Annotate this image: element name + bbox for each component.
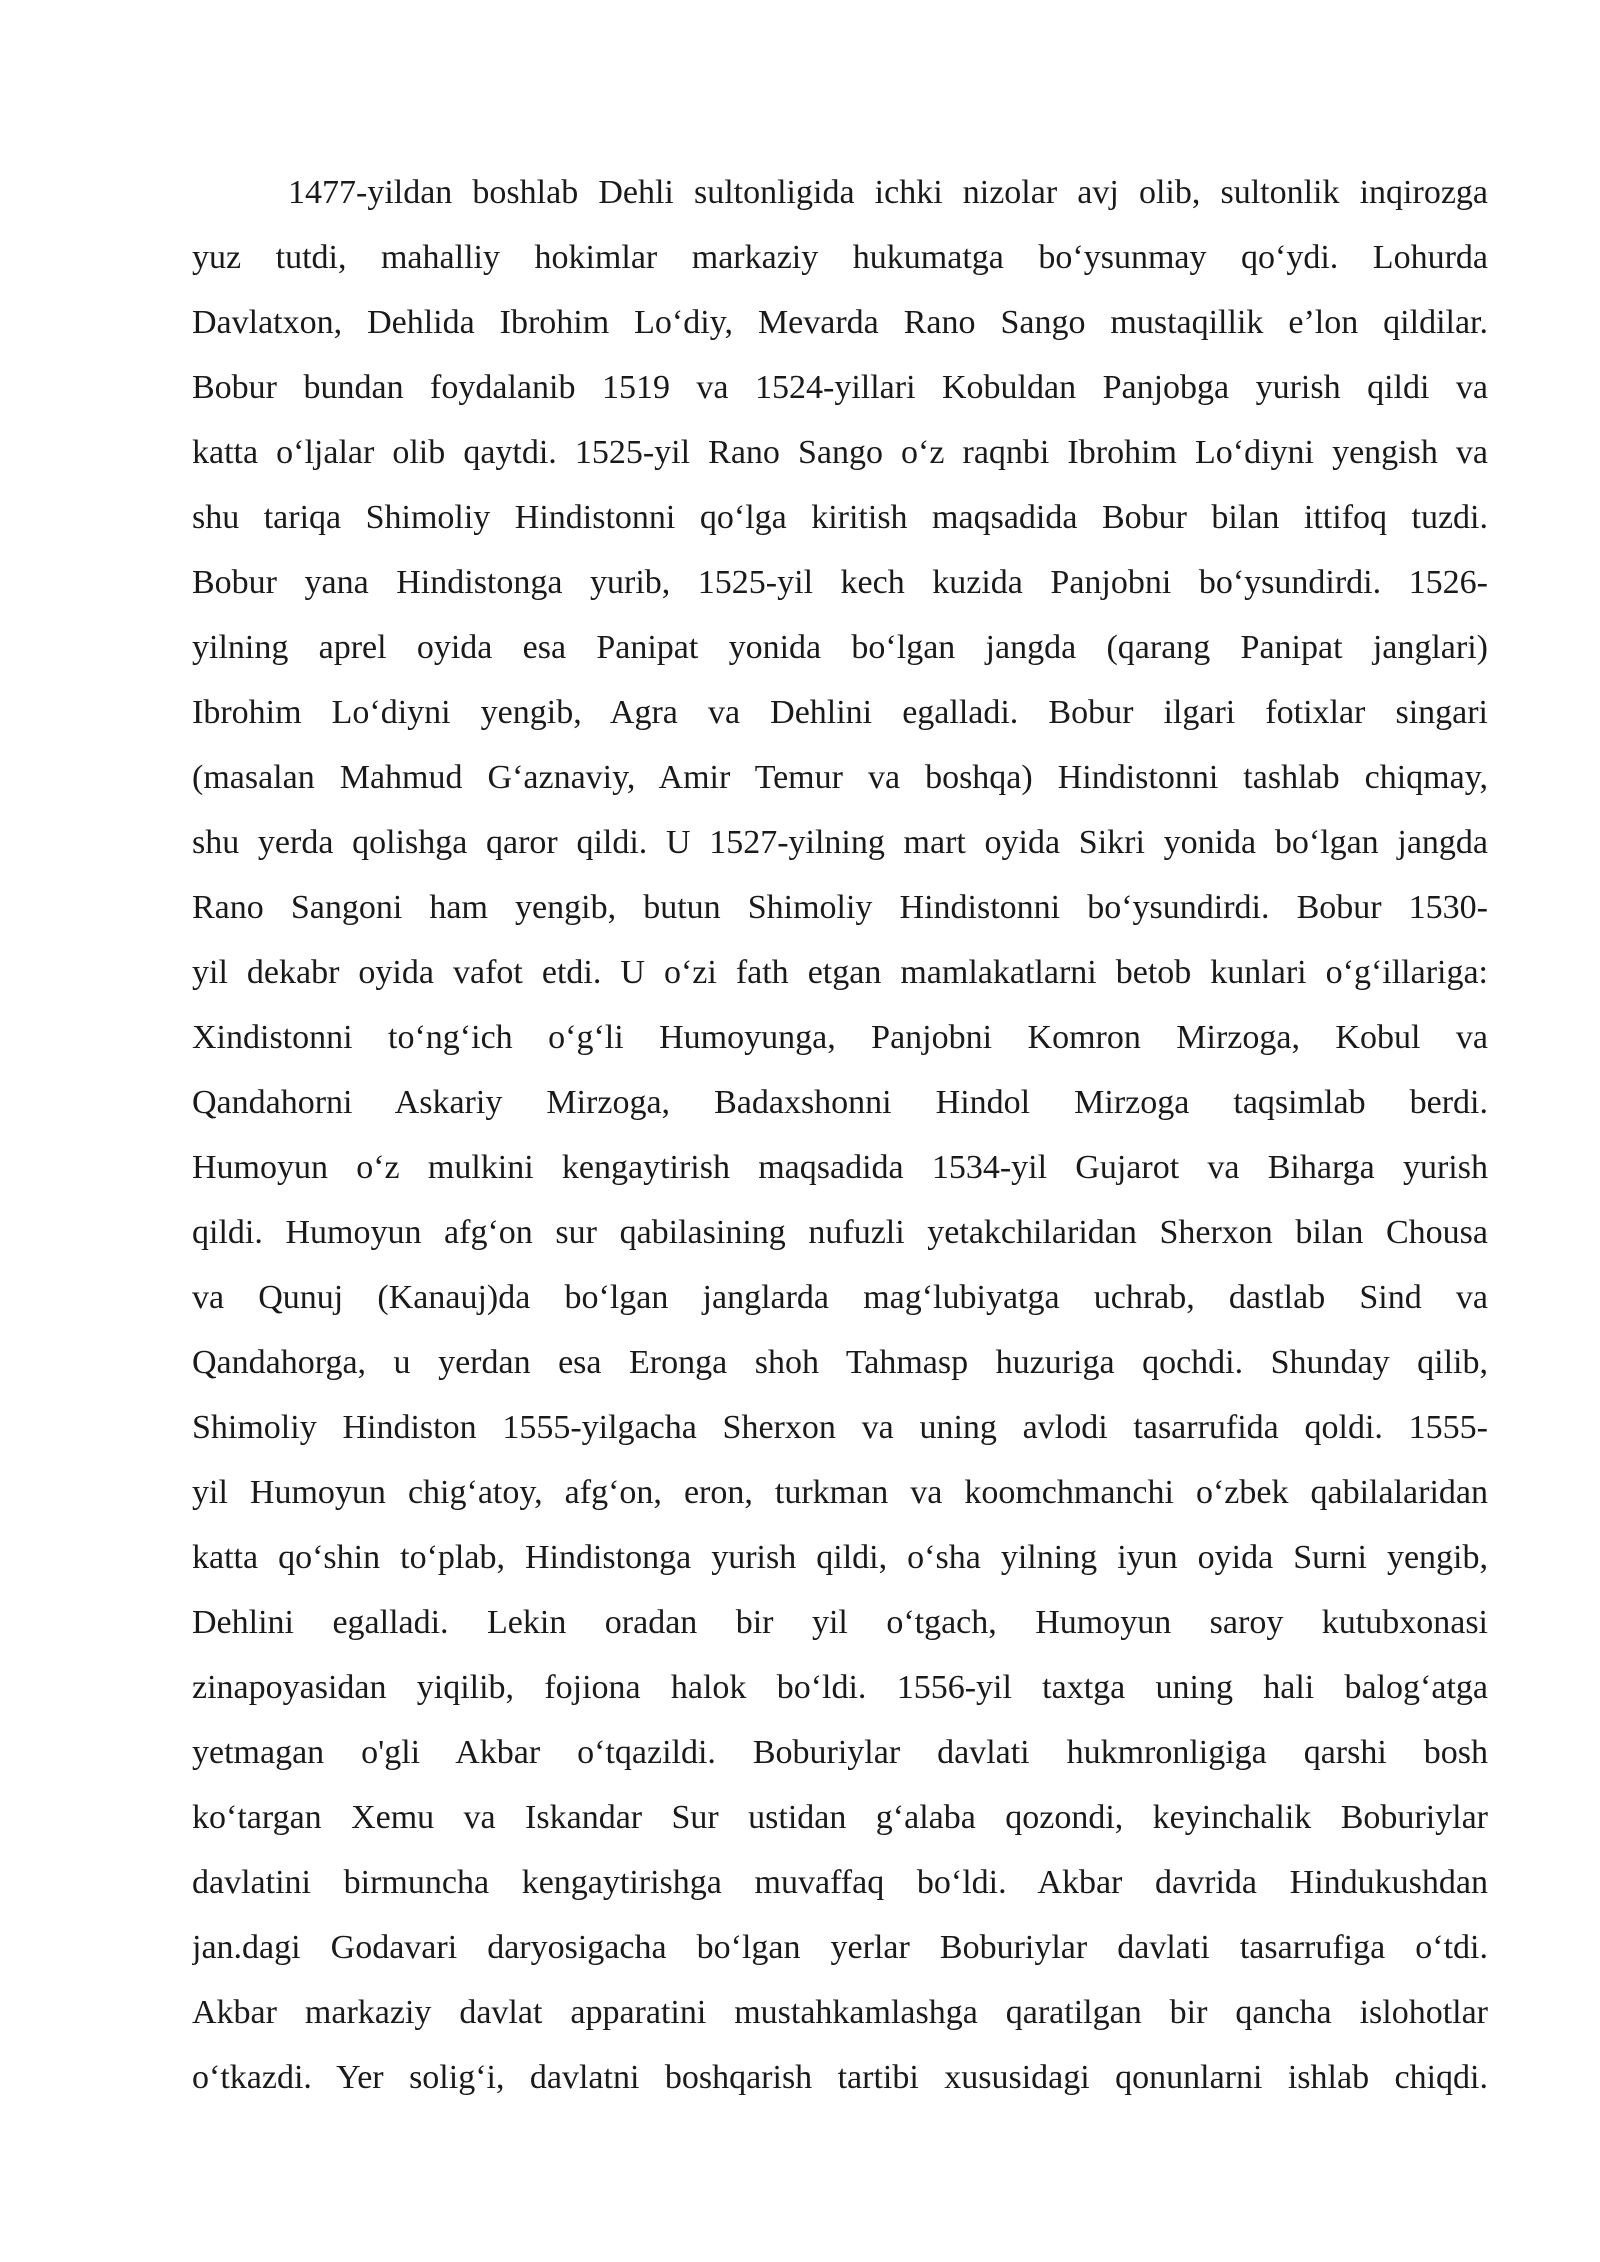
text-line: yil Humoyun chig‘atoy, afg‘on, eron, turkman va koomchmanchi o‘zbek qabilalaridan	[192, 1474, 1488, 1511]
text-line: katta qo‘shin to‘plab, Hindistonga yurish qildi, o‘sha yilning iyun oyida Surni yengib,	[192, 1539, 1488, 1576]
text-line: o‘tkazdi. Yer solig‘i, davlatni boshqarish tartibi xususidagi qonunlarni ishlab chiqdi.	[192, 2059, 1488, 2096]
text-line: Rano Sangoni ham yengib, butun Shimoliy Hindistonni bo‘ysundirdi. Bobur 1530-	[192, 889, 1488, 926]
text-line: Bobur yana Hindistonga yurib, 1525-yil kech kuzida Panjobni bo‘ysundirdi. 1526-	[192, 564, 1488, 601]
text-line: Akbar markaziy davlat apparatini mustahkamlashga qaratilgan bir qancha islohotlar	[192, 1994, 1488, 2031]
text-line: yetmagan o'gli Akbar o‘tqazildi. Boburiylar davlati hukmronligiga qarshi bosh	[192, 1734, 1488, 1771]
text-line: Davlatxon, Dehlida Ibrohim Lo‘diy, Mevarda Rano Sango mustaqillik e’lon qildilar.	[192, 304, 1488, 341]
text-line: qildi. Humoyun afg‘on sur qabilasining nufuzli yetakchilaridan Sherxon bilan Chousa	[192, 1214, 1488, 1251]
text-line: davlatini birmuncha kengaytirishga muvaffaq bo‘ldi. Akbar davrida Hindukushdan	[192, 1864, 1488, 1901]
text-line: 1477-yildan boshlab Dehli sultonligida ichki nizolar avj olib, sultonlik inqirozga	[288, 174, 1488, 211]
text-line: Qandahorga, u yerdan esa Eronga shoh Tahmasp huzuriga qochdi. Shunday qilib,	[192, 1344, 1488, 1381]
text-line: Bobur bundan foydalanib 1519 va 1524-yillari Kobuldan Panjobga yurish qildi va	[192, 369, 1488, 406]
text-line: shu yerda qolishga qaror qildi. U 1527-yilning mart oyida Sikri yonida bo‘lgan jangda	[192, 824, 1488, 861]
text-line: (masalan Mahmud G‘aznaviy, Amir Temur va boshqa) Hindistonni tashlab chiqmay,	[192, 759, 1488, 796]
text-line: va Qunuj (Kanauj)da bo‘lgan janglarda mag‘lubiyatga uchrab, dastlab Sind va	[192, 1279, 1488, 1316]
text-line: yilning aprel oyida esa Panipat yonida bo‘lgan jangda (qarang Panipat janglari)	[192, 629, 1488, 666]
text-line: Ibrohim Lo‘diyni yengib, Agra va Dehlini egalladi. Bobur ilgari fotixlar singari	[192, 694, 1488, 731]
text-line: yil dekabr oyida vafot etdi. U o‘zi fath etgan mamlakatlarni betob kunlari o‘g‘illariga:	[192, 954, 1488, 991]
text-line: ko‘targan Xemu va Iskandar Sur ustidan g‘alaba qozondi, keyinchalik Boburiylar	[192, 1799, 1488, 1836]
text-line: jan.dagi Godavari daryosigacha bo‘lgan yerlar Boburiylar davlati tasarrufiga o‘tdi.	[192, 1929, 1488, 1966]
text-line: Qandahorni Askariy Mirzoga, Badaxshonni Hindol Mirzoga taqsimlab berdi.	[192, 1084, 1488, 1121]
text-line: Dehlini egalladi. Lekin oradan bir yil o‘tgach, Humoyun saroy kutubxonasi	[192, 1604, 1488, 1641]
text-line: Shimoliy Hindiston 1555-yilgacha Sherxon va uning avlodi tasarrufida qoldi. 1555-	[192, 1409, 1488, 1446]
body-paragraph	[192, 160, 1488, 2110]
text-line: yuz tutdi, mahalliy hokimlar markaziy hukumatga bo‘ysunmay qo‘ydi. Lohurda	[192, 239, 1488, 276]
text-line: shu tariqa Shimoliy Hindistonni qo‘lga kiritish maqsadida Bobur bilan ittifoq tuzdi.	[192, 499, 1488, 536]
text-line: Humoyun o‘z mulkini kengaytirish maqsadida 1534-yil Gujarot va Biharga yurish	[192, 1149, 1488, 1186]
text-line: Xindistonni to‘ng‘ich o‘g‘li Humoyunga, Panjobni Komron Mirzoga, Kobul va	[192, 1019, 1488, 1056]
text-line: zinapoyasidan yiqilib, fojiona halok bo‘ldi. 1556-yil taxtga uning hali balog‘atga	[192, 1669, 1488, 1706]
text-line: katta o‘ljalar olib qaytdi. 1525-yil Rano Sango o‘z raqnbi Ibrohim Lo‘diyni yengish va	[192, 434, 1488, 471]
